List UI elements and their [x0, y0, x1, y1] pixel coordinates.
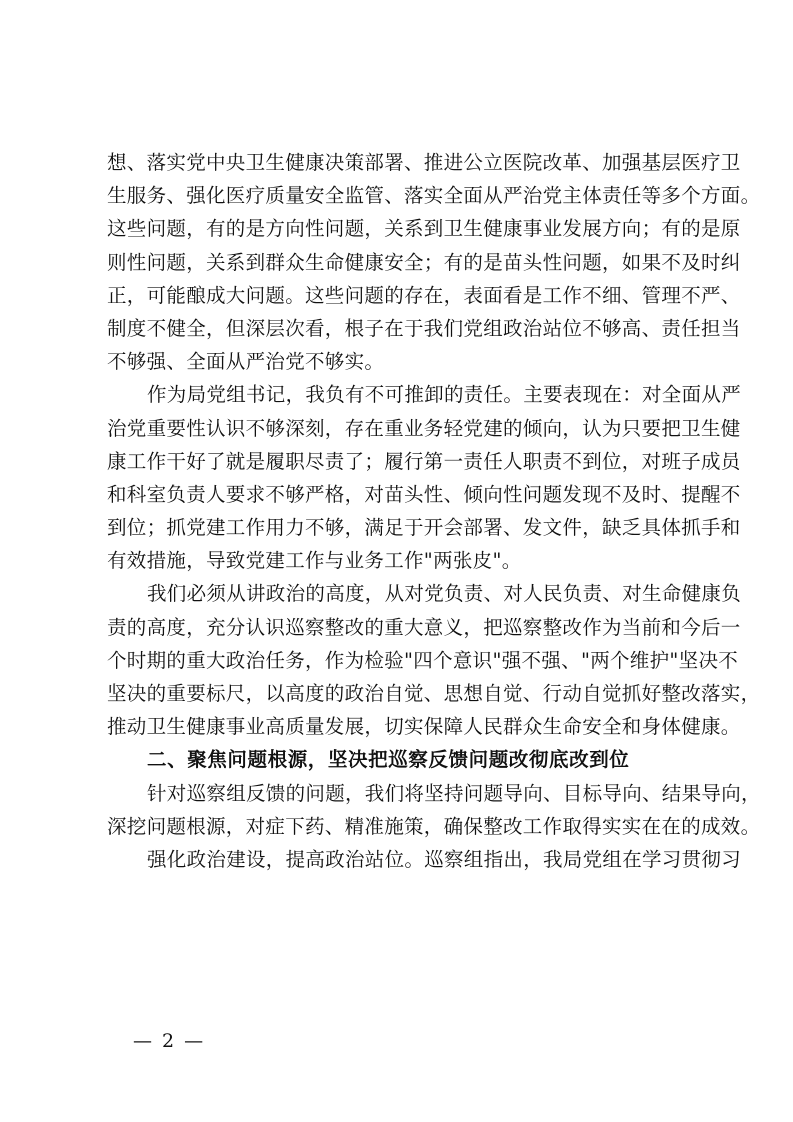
text-line: 则性问题，关系到群众生命健康安全；有的是苗头性问题，如果不及时纠: [107, 250, 741, 274]
text-line: 坚决的重要标尺，以高度的政治自觉、思想自觉、行动自觉抓好整改落实，: [107, 682, 761, 705]
text-line: 个时期的重大政治任务，作为检验"四个意识"强不强、"两个维护"坚决不: [107, 648, 739, 672]
text-line: 强化政治建设，提高政治站位。巡察组指出，我局党组在学习贯彻习: [147, 847, 742, 871]
text-line: 和科室负责人要求不够严格，对苗头性、倾向性问题发现不及时、提醒不: [107, 482, 741, 506]
text-line: 生服务、强化医疗质量安全监管、落实全面从严治党主体责任等多个方面。: [107, 184, 761, 208]
text-line: 正，可能酿成大问题。这些问题的存在，表面看是工作不细、管理不严、: [107, 283, 741, 307]
text-line: 到位；抓党建工作用力不够，满足于开会部署、发文件，缺乏具体抓手和: [107, 516, 741, 540]
text-line: 康工作干好了就是履职尽责了；履行第一责任人职责不到位，对班子成员: [107, 449, 741, 473]
text-line: 针对巡察组反馈的问题，我们将坚持问题导向、目标导向、结果导向，: [147, 781, 761, 805]
text-line: 制度不健全，但深层次看，根子在于我们党组政治站位不够高、责任担当: [107, 316, 741, 340]
text-line: 有效措施，导致党建工作与业务工作"两张皮"。: [107, 549, 522, 573]
text-line: 治党重要性认识不够深刻，存在重业务轻党建的倾向，认为只要把卫生健: [107, 416, 741, 440]
text-line: 责的高度，充分认识巡察整改的重大意义，把巡察整改作为当前和今后一: [107, 615, 741, 639]
text-line: 这些问题，有的是方向性问题，关系到卫生健康事业发展方向；有的是原: [107, 217, 741, 241]
text-line: 我们必须从讲政治的高度，从对党负责、对人民负责、对生命健康负: [147, 582, 742, 606]
text-line: 作为局党组书记，我负有不可推卸的责任。主要表现在：对全面从严: [147, 383, 742, 407]
page-number: — 2 —: [133, 1030, 206, 1052]
text-line: 推动卫生健康事业高质量发展，切实保障人民群众生命安全和身体健康。: [107, 715, 741, 739]
section-heading: 二、聚焦问题根源，坚决把巡察反馈问题改彻底改到位: [147, 748, 630, 772]
text-line: 深挖问题根源，对症下药、精准施策，确保整改工作取得实实在在的成效。: [107, 814, 761, 838]
text-line: 想、落实党中央卫生健康决策部署、推进公立医院改革、加强基层医疗卫: [107, 151, 741, 174]
text-line: 不够强、全面从严治党不够实。: [107, 350, 385, 374]
document-body: [107, 146, 761, 876]
